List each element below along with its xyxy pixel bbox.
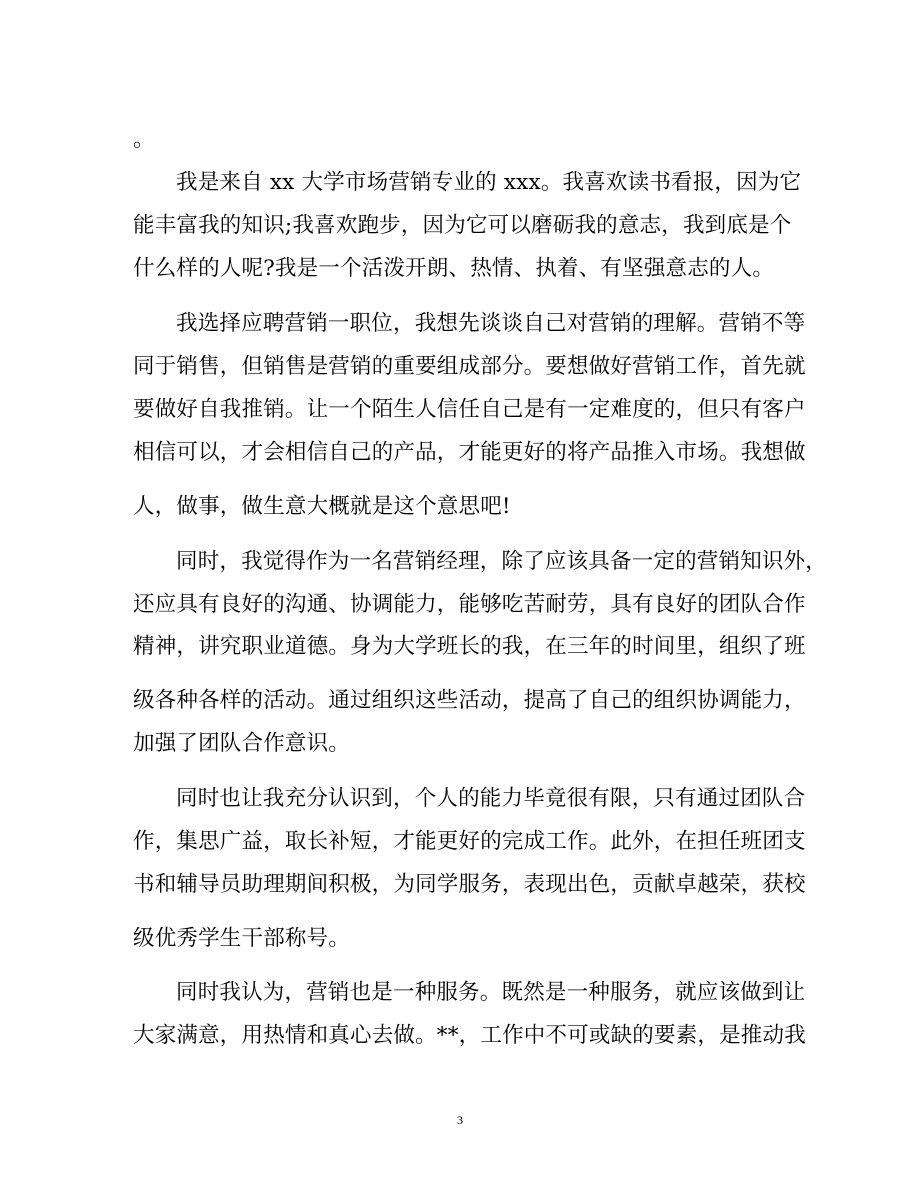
text-line: 作，集思广益，取长补短，才能更好的完成工作。此外，在担任班团支 <box>133 829 806 854</box>
paragraph-first-line: 我是来自 xx 大学市场营销专业的 xxx。我喜欢读书看报，因为它 <box>176 170 802 195</box>
text-line: 大家满意，用热情和真心去做。**，工作中不可或缺的要素，是推动我 <box>133 1023 806 1048</box>
text-line: 加强了团队合作意识。 <box>133 731 351 756</box>
text-line: 书和辅导员助理期间积极，为同学服务，表现出色，贡献卓越荣，获校 <box>133 872 806 897</box>
text-line: 还应具有良好的沟通、协调能力，能够吃苦耐劳，具有良好的团队合作 <box>133 592 806 617</box>
paragraph-first-line: 同时我认为，营销也是一种服务。既然是一种服务，就应该做到让 <box>176 980 806 1005</box>
text-line: 级各种各样的活动。通过组织这些活动，提高了自己的组织协调能力， <box>133 688 806 713</box>
text-line: 相信可以，才会相信自己的产品，才能更好的将产品推入市场。我想做 <box>133 440 806 465</box>
text-line: 什么样的人呢?我是一个活泼开朗、热情、执着、有坚强意志的人。 <box>133 256 775 281</box>
text-line: 精神，讲究职业道德。身为大学班长的我，在三年的时间里，组织了班 <box>133 634 806 659</box>
paragraph-first-line: 我选择应聘营销一职位，我想先谈谈自己对营销的理解。营销不等 <box>176 311 806 336</box>
paragraph-first-line: 同时，我觉得作为一名营销经理，除了应该具备一定的营销知识外， <box>176 549 828 574</box>
text-line: 。 <box>133 127 155 152</box>
page-number: 3 <box>457 1113 463 1127</box>
paragraph-first-line: 同时也让我充分认识到，个人的能力毕竟很有限，只有通过团队合 <box>176 786 806 811</box>
text-line: 级优秀学生干部称号。 <box>133 926 351 951</box>
text-line: 人，做事，做生意大概就是这个意思吧! <box>133 494 511 519</box>
text-line: 同于销售，但销售是营销的重要组成部分。要想做好营销工作，首先就 <box>133 354 806 379</box>
text-line: 要做好自我推销。让一个陌生人信任自己是有一定难度的，但只有客户 <box>133 397 806 422</box>
text-line: 能丰富我的知识;我喜欢跑步，因为它可以磨砺我的意志，我到底是个 <box>133 213 792 238</box>
